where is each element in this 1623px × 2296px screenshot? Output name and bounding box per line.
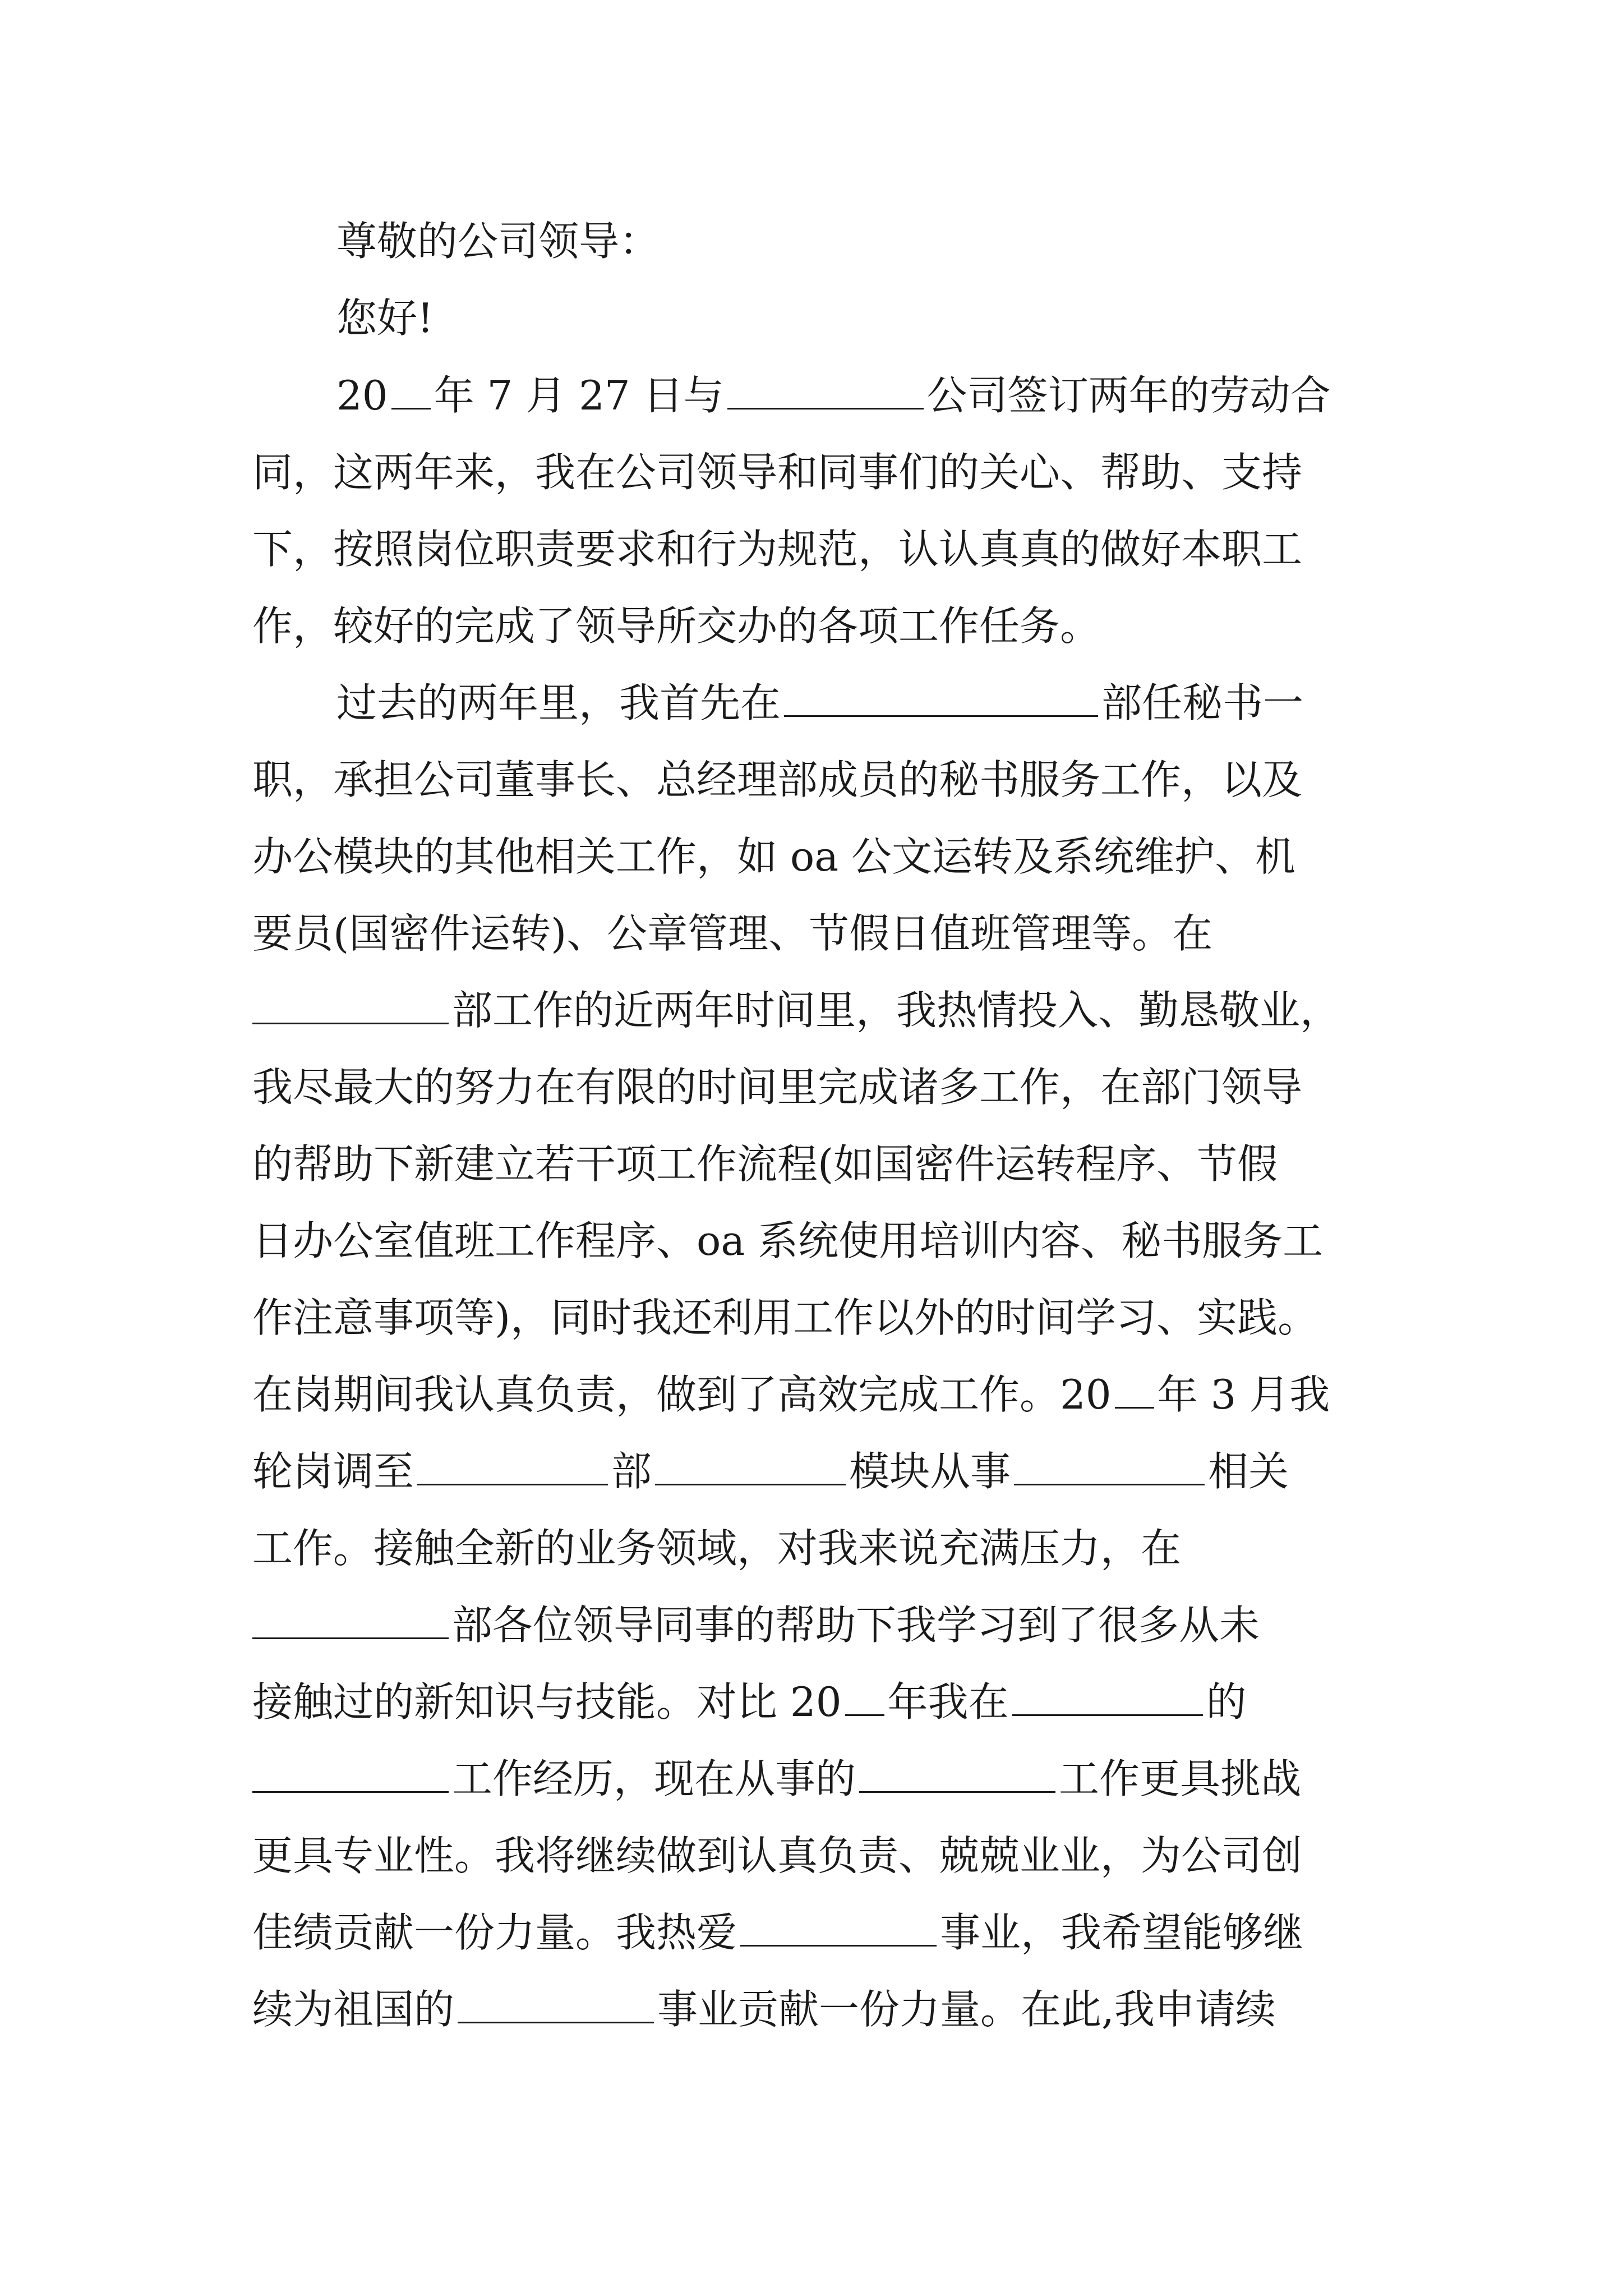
body-line xyxy=(252,1828,1302,1884)
text-segment: 过去的两年里，我首先在 xyxy=(336,679,781,726)
body-line xyxy=(252,1213,1323,1269)
text-segment: 我尽最大的努力在有限的时间里完成诸多工作，在部门领导 xyxy=(252,1064,1303,1111)
text-segment: 年我在 xyxy=(887,1678,1009,1726)
body-line xyxy=(252,1520,1181,1576)
fill-in-blank xyxy=(458,1987,654,2023)
text-segment: 的 xyxy=(1206,1678,1247,1726)
body-line xyxy=(336,367,1331,424)
text-segment: 在岗期间我认真负责，做到了高效完成工作。20 xyxy=(252,1371,1112,1418)
fill-in-blank xyxy=(1115,1372,1154,1409)
body-line xyxy=(252,598,1100,654)
text-segment: 办公模块的其他相关工作，如 oa 公文运转及系统维护、机 xyxy=(252,833,1296,880)
text-segment: 事业，我希望能够继 xyxy=(940,1909,1304,1956)
text-segment: 续为祖国的 xyxy=(252,1986,455,2033)
text-segment: 的帮助下新建立若干项工作流程(如国密件运转程序、节假 xyxy=(252,1140,1278,1188)
body-line xyxy=(252,1597,1260,1653)
text-segment: 佳绩贡献一份力量。我热爱 xyxy=(252,1909,737,1956)
body-line xyxy=(252,982,1340,1038)
body-line xyxy=(252,905,1212,961)
fill-in-blank xyxy=(859,1756,1055,1793)
body-line xyxy=(252,1674,1247,1730)
body-line xyxy=(252,1290,1318,1346)
text-segment: 作注意事项等)，同时我还利用工作以外的时间学习、实践。 xyxy=(252,1294,1318,1341)
body-line xyxy=(336,675,1303,731)
body-line xyxy=(252,829,1295,885)
text-segment: 工作经历，现在从事的 xyxy=(452,1755,856,1802)
text-segment: 部各位领导同事的帮助下我学习到了很多从未 xyxy=(452,1602,1260,1649)
body-line xyxy=(252,1366,1330,1423)
text-segment: 年 3 月我 xyxy=(1157,1371,1330,1418)
fill-in-blank xyxy=(252,1756,449,1793)
text-segment: 事业贡献一份力量。在此,我申请续 xyxy=(657,1986,1276,2033)
text-segment: 要员(国密件运转)、公章管理、节假日值班管理等。在 xyxy=(252,910,1213,957)
salutation: 尊敬的公司领导： xyxy=(336,218,660,265)
body-line xyxy=(252,1904,1303,1961)
fill-in-blank xyxy=(1012,1680,1203,1716)
text-segment: 20 xyxy=(336,372,388,419)
body-line xyxy=(252,1136,1278,1192)
fill-in-blank xyxy=(740,1910,937,1947)
fill-in-blank xyxy=(1014,1449,1205,1485)
body-line xyxy=(252,1751,1301,1807)
fill-in-blank xyxy=(727,373,924,409)
fill-in-blank xyxy=(417,1449,608,1485)
body-line xyxy=(252,1443,1289,1499)
body-line xyxy=(252,1981,1276,2037)
fill-in-blank xyxy=(845,1680,884,1716)
text-segment: 下，按照岗位职责要求和行为规范，认认真真的做好本职工 xyxy=(252,526,1303,573)
text-segment: 更具专业性。我将继续做到认真负责、兢兢业业，为公司创 xyxy=(252,1832,1303,1879)
text-segment: 部任秘书一 xyxy=(1101,679,1304,726)
fill-in-blank xyxy=(391,373,431,409)
fill-in-blank xyxy=(252,1603,449,1639)
text-segment: 公司签订两年的劳动合 xyxy=(926,372,1331,419)
fill-in-blank xyxy=(655,1449,846,1485)
fill-in-blank xyxy=(252,988,449,1024)
text-segment: 轮岗调至 xyxy=(252,1448,414,1495)
text-segment: 年 7 月 27 日与 xyxy=(434,372,724,419)
text-segment: 日办公室值班工作程序、oa 系统使用培训内容、秘书服务工 xyxy=(252,1217,1324,1264)
text-segment: 同，这两年来，我在公司领导和同事们的关心、帮助、支持 xyxy=(252,449,1303,496)
text-segment: 职，承担公司董事长、总经理部成员的秘书服务工作，以及 xyxy=(252,756,1303,803)
body-line xyxy=(252,1059,1302,1115)
text-segment: 部工作的近两年时间里，我热情投入、勤恳敬业， xyxy=(452,987,1341,1034)
text-segment: 工作更具挑战 xyxy=(1059,1755,1302,1802)
text-segment: 工作。接触全新的业务领域，对我来说充满压力，在 xyxy=(252,1525,1182,1572)
text-segment: 作，较好的完成了领导所交办的各项工作任务。 xyxy=(252,602,1101,650)
greeting: 您好! xyxy=(336,295,434,342)
text-segment: 模块从事 xyxy=(849,1448,1011,1495)
body-line xyxy=(252,444,1302,500)
text-segment: 相关 xyxy=(1208,1448,1289,1495)
text-segment: 接触过的新知识与技能。对比 20 xyxy=(252,1678,842,1726)
text-segment: 部 xyxy=(611,1448,652,1495)
fill-in-blank xyxy=(784,680,1098,717)
body-line xyxy=(252,521,1302,577)
body-line xyxy=(252,752,1302,808)
